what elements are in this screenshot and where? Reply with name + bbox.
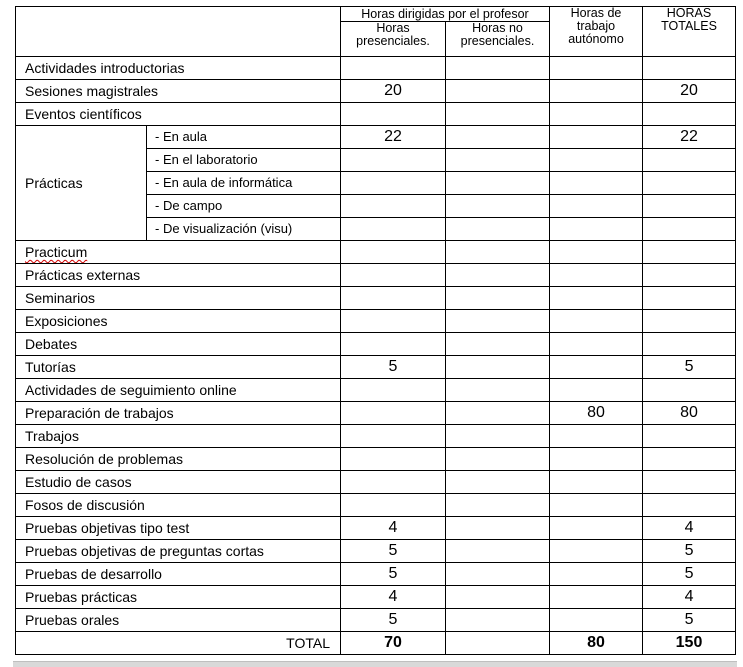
total-autonomo: 80	[550, 632, 643, 655]
row-label: Practicum	[25, 244, 88, 260]
cell-autonomo	[550, 310, 643, 333]
cell-presenciales	[341, 103, 446, 126]
cell-presenciales	[341, 494, 446, 517]
cell-presenciales: 4	[341, 517, 446, 540]
table-row	[16, 402, 736, 425]
table-row	[16, 379, 736, 402]
practicas-sub-label: - En aula de informática	[147, 172, 341, 195]
cell-autonomo	[550, 356, 643, 379]
cell-presenciales	[341, 379, 446, 402]
cell-total: 4	[643, 517, 736, 540]
cell-autonomo	[550, 563, 643, 586]
row-label: Actividades introductorias	[16, 57, 341, 80]
table-row	[16, 264, 736, 287]
cell-presenciales: 4	[341, 586, 446, 609]
table-row	[16, 609, 736, 632]
header-group-label: Horas dirigidas por el profesor	[341, 7, 550, 22]
table-row	[16, 563, 736, 586]
cell-no-presenciales	[446, 609, 550, 632]
cell-no-presenciales	[446, 586, 550, 609]
total-label: TOTAL	[16, 632, 341, 655]
table-row	[16, 540, 736, 563]
total-horas: 150	[643, 632, 736, 655]
cell-no-presenciales	[446, 57, 550, 80]
row-label: Estudio de casos	[16, 471, 341, 494]
cell-autonomo	[550, 333, 643, 356]
cell-autonomo	[550, 218, 643, 241]
cell-no-presenciales	[446, 287, 550, 310]
row-label: Preparación de trabajos	[16, 402, 341, 425]
practicas-sub-label: - De visualización (visu)	[147, 218, 341, 241]
cell-autonomo	[550, 379, 643, 402]
cell-total	[643, 172, 736, 195]
cell-presenciales	[341, 425, 446, 448]
cell-autonomo	[550, 448, 643, 471]
cell-total	[643, 241, 736, 264]
cell-no-presenciales	[446, 356, 550, 379]
total-no-presenciales	[446, 632, 550, 655]
cell-total	[643, 333, 736, 356]
cell-autonomo	[550, 494, 643, 517]
table-row	[16, 586, 736, 609]
cell-presenciales: 5	[341, 356, 446, 379]
table-row	[16, 333, 736, 356]
cell-presenciales	[341, 241, 446, 264]
cell-autonomo	[550, 471, 643, 494]
table-row	[16, 425, 736, 448]
row-label: Tutorías	[16, 356, 341, 379]
practicas-sub-label: - De campo	[147, 195, 341, 218]
row-label: Pruebas objetivas de preguntas cortas	[16, 540, 341, 563]
cell-total	[643, 425, 736, 448]
cell-total	[643, 103, 736, 126]
cell-autonomo	[550, 126, 643, 149]
cell-presenciales: 5	[341, 540, 446, 563]
header-row-1	[16, 7, 736, 22]
cell-presenciales	[341, 57, 446, 80]
cell-total	[643, 494, 736, 517]
header-autonomo: Horas de trabajo autónomo	[550, 7, 643, 57]
row-label: Pruebas objetivas tipo test	[16, 517, 341, 540]
cell-autonomo	[550, 149, 643, 172]
cell-no-presenciales	[446, 103, 550, 126]
table-row	[16, 356, 736, 379]
cell-no-presenciales	[446, 195, 550, 218]
cell-total: 5	[643, 356, 736, 379]
cell-presenciales	[341, 448, 446, 471]
cell-presenciales	[341, 172, 446, 195]
table-row	[16, 57, 736, 80]
cell-total: 5	[643, 563, 736, 586]
table-row	[16, 287, 736, 310]
cell-total: 5	[643, 609, 736, 632]
cell-autonomo	[550, 586, 643, 609]
cell-no-presenciales	[446, 172, 550, 195]
cell-no-presenciales	[446, 425, 550, 448]
cell-autonomo	[550, 517, 643, 540]
cell-total: 20	[643, 80, 736, 103]
cell-no-presenciales	[446, 80, 550, 103]
header-corner-cell	[16, 7, 341, 57]
row-label: Debates	[16, 333, 341, 356]
table-row	[16, 126, 736, 149]
header-no-presenciales: Horas no presenciales.	[446, 22, 550, 57]
cell-presenciales	[341, 264, 446, 287]
cell-autonomo	[550, 172, 643, 195]
cell-autonomo	[550, 80, 643, 103]
cell-presenciales	[341, 195, 446, 218]
practicas-sub-label: - En aula	[147, 126, 341, 149]
cell-autonomo: 80	[550, 402, 643, 425]
cell-no-presenciales	[446, 402, 550, 425]
row-label: Eventos científicos	[16, 103, 341, 126]
cell-total	[643, 264, 736, 287]
cell-presenciales	[341, 287, 446, 310]
cell-total	[643, 57, 736, 80]
cell-autonomo	[550, 264, 643, 287]
cell-no-presenciales	[446, 494, 550, 517]
cell-no-presenciales	[446, 471, 550, 494]
cell-presenciales	[341, 333, 446, 356]
table-row	[16, 494, 736, 517]
cell-no-presenciales	[446, 241, 550, 264]
table-row	[16, 241, 736, 264]
table-row	[16, 103, 736, 126]
cell-total: 22	[643, 126, 736, 149]
cell-presenciales	[341, 149, 446, 172]
row-label-cell	[16, 241, 341, 264]
row-label: Trabajos	[16, 425, 341, 448]
cell-no-presenciales	[446, 563, 550, 586]
cell-no-presenciales	[446, 218, 550, 241]
header-presenciales: Horas presenciales.	[341, 22, 446, 57]
cell-no-presenciales	[446, 448, 550, 471]
row-label: Exposiciones	[16, 310, 341, 333]
cell-no-presenciales	[446, 333, 550, 356]
row-label: Pruebas prácticas	[16, 586, 341, 609]
cell-presenciales	[341, 471, 446, 494]
cell-total	[643, 287, 736, 310]
practicas-label: Prácticas	[16, 126, 147, 241]
total-presenciales: 70	[341, 632, 446, 655]
cell-presenciales	[341, 310, 446, 333]
cell-total	[643, 379, 736, 402]
cell-no-presenciales	[446, 126, 550, 149]
cell-total: 5	[643, 540, 736, 563]
total-row	[16, 632, 736, 655]
practicas-sub-label: - En el laboratorio	[147, 149, 341, 172]
cell-no-presenciales	[446, 540, 550, 563]
table-row	[16, 448, 736, 471]
row-label: Pruebas orales	[16, 609, 341, 632]
cell-total	[643, 448, 736, 471]
row-label: Sesiones magistrales	[16, 80, 341, 103]
cell-total	[643, 310, 736, 333]
cell-autonomo	[550, 609, 643, 632]
cell-presenciales	[341, 402, 446, 425]
table-row	[16, 80, 736, 103]
hours-table	[15, 6, 736, 655]
cell-presenciales	[341, 218, 446, 241]
row-label: Actividades de seguimiento online	[16, 379, 341, 402]
cell-presenciales: 5	[341, 609, 446, 632]
cell-autonomo	[550, 195, 643, 218]
cell-total	[643, 218, 736, 241]
cell-autonomo	[550, 287, 643, 310]
cell-total: 4	[643, 586, 736, 609]
cell-total: 80	[643, 402, 736, 425]
cell-no-presenciales	[446, 517, 550, 540]
cell-no-presenciales	[446, 379, 550, 402]
header-totales: HORAS TOTALES	[643, 7, 736, 57]
cell-presenciales: 5	[341, 563, 446, 586]
cell-autonomo	[550, 425, 643, 448]
row-label: Fosos de discusión	[16, 494, 341, 517]
row-label: Seminarios	[16, 287, 341, 310]
row-label: Prácticas externas	[16, 264, 341, 287]
table-row	[16, 310, 736, 333]
row-label: Pruebas de desarrollo	[16, 563, 341, 586]
cell-total	[643, 149, 736, 172]
cell-autonomo	[550, 540, 643, 563]
cell-total	[643, 195, 736, 218]
page-bottom-edge	[13, 661, 737, 667]
cell-presenciales: 22	[341, 126, 446, 149]
cell-total	[643, 471, 736, 494]
table-row	[16, 471, 736, 494]
cell-no-presenciales	[446, 149, 550, 172]
cell-autonomo	[550, 103, 643, 126]
cell-autonomo	[550, 241, 643, 264]
cell-no-presenciales	[446, 264, 550, 287]
cell-autonomo	[550, 57, 643, 80]
row-label: Resolución de problemas	[16, 448, 341, 471]
cell-presenciales: 20	[341, 80, 446, 103]
table-row	[16, 517, 736, 540]
cell-no-presenciales	[446, 310, 550, 333]
